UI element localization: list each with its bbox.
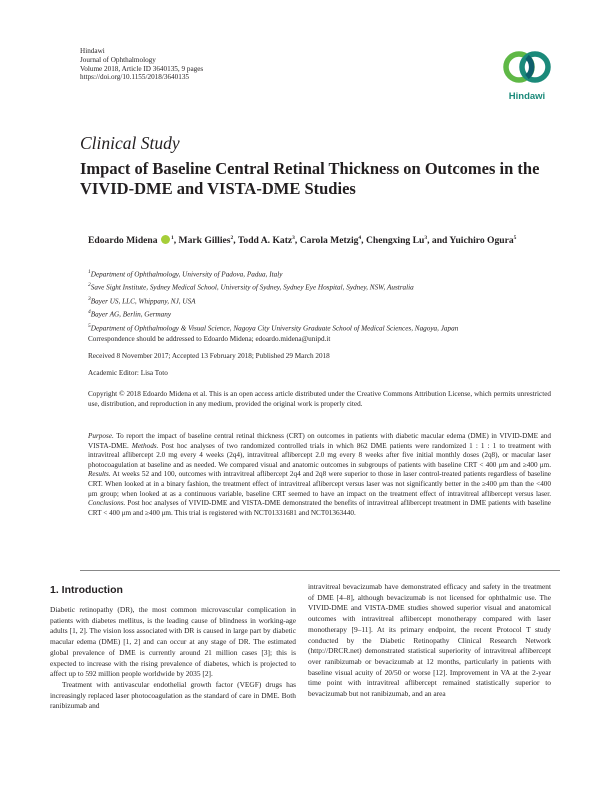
author-name[interactable]: Todd A. Katz xyxy=(237,235,293,247)
orcid-icon[interactable] xyxy=(161,235,170,244)
abstract-text: At weeks 52 and 100, outcomes with intravitreal aflibercept 2q4 and 2q8 were superior to those in laser control-treated patients regardless of baseline CRT. When looked at in a binary fashion, the treatment effect of intravitreal aflibercept versus laser was not significantly better in the ≥400 μm than the <400 μm group; when looked at as a continuous variable, baseline CRT seemed to have an impact on the treatment effect of intravitreal aflibercept versus laser. xyxy=(88,470,551,498)
affiliation-item xyxy=(88,294,548,307)
affiliation-text: Department of Ophthalmology, University of Padova, Padua, Italy xyxy=(90,270,283,279)
affiliation-item xyxy=(88,280,548,293)
logo-wordmark: Hindawi xyxy=(508,91,546,102)
author-name[interactable]: Yuichiro Ogura xyxy=(449,235,514,247)
publication-dates: Received 8 November 2017; Accepted 13 February 2018; Published 29 March 2018 xyxy=(88,352,330,360)
affiliation-text: Bayer AG, Berlin, Germany xyxy=(90,310,172,319)
affiliation-ref: 3 xyxy=(424,235,428,241)
affiliation-text: Save Sight Institute, Sydney Medical School, University of Sydney, Sydney Eye Hospital, Sydney, NSW, Australia xyxy=(90,283,414,292)
affiliation-number: 3 xyxy=(88,295,91,302)
doi-link[interactable]: https://doi.org/10.1155/2018/3640135 xyxy=(80,73,190,82)
abstract-label: Methods. xyxy=(131,441,159,450)
affiliation-item xyxy=(88,267,548,280)
author-name[interactable]: Carola Metzig xyxy=(299,235,359,247)
abstract-text: To report the impact of baseline central retinal thickness (CRT) on outcomes in patients with diabetic macular edema (DME) in VIVID-DME and VISTA-DME. xyxy=(88,432,551,450)
journal-info xyxy=(80,47,203,82)
correspondence: Correspondence should be addressed to Edoardo Midena; edoardo.midena@unipd.it xyxy=(88,335,331,343)
abstract xyxy=(88,432,551,518)
affiliation-number: 2 xyxy=(88,282,91,289)
article-type: Clinical Study xyxy=(80,133,180,153)
abstract-label: Conclusions. xyxy=(88,499,126,508)
journal-name: Journal of Ophthalmology xyxy=(80,55,156,64)
divider xyxy=(80,570,560,571)
affiliation-ref: 2 xyxy=(230,235,234,241)
author-name[interactable]: Edoardo Midena xyxy=(88,235,158,247)
affiliation-number: 1 xyxy=(88,269,91,275)
abstract-label: Results. xyxy=(88,470,111,479)
affiliation-item xyxy=(88,321,548,334)
volume-info: Volume 2018, Article ID 3640135, 9 pages xyxy=(80,64,204,73)
paragraph: Diabetic retinopathy (DR), the most common microvascular complication in patients with diabetes mellitus, is the leading cause of blindness in working-age adults [1, 2]. The vision loss associated with DR is caused in large part by diabetic macular edema (DME) [1, 2] and can occur at any stage of DR. The estimated global prevalence of DME is currently around 21 million cases [3]; this is expected to increase with the rising prevalence of diabetes, which is projected to affect up to 592 million people worldwide by 2035 [2]. xyxy=(50,605,296,679)
affiliation-item xyxy=(88,307,548,320)
affiliation-number: 5 xyxy=(88,322,91,329)
body-column-left xyxy=(50,605,296,712)
author-name[interactable]: Chengxing Lu xyxy=(365,235,425,247)
affiliation-text: Bayer US, LLC, Whippany, NJ, USA xyxy=(90,297,196,306)
affiliation-ref: 5 xyxy=(513,235,517,241)
paragraph: Treatment with antivascular endothelial growth factor (VEGF) drugs has increasingly replaced laser photocoagulation as the standard of care in DME. Both ranibizumab and xyxy=(50,679,296,711)
abstract-label: Purpose. xyxy=(88,432,114,440)
abstract-text: Post hoc analyses of VIVID-DME and VISTA-DME demonstrated the benefits of intravitreal aflibercept treatment in DME patients with baseline CRT < 400 μm and ≥400 μm. This trial is registered with NCT01331681 and NCT01363440. xyxy=(88,499,551,517)
affiliation-ref: 1 xyxy=(170,235,174,241)
section-heading: 1. Introduction xyxy=(50,584,123,596)
affiliation-text: Department of Ophthalmology & Visual Science, Nagoya City University Graduate School of Medical Sciences, Nagoya, Japan xyxy=(90,323,459,332)
abstract-text: Post hoc analyses of two randomized controlled trials in which 862 DME patients were randomized 1 : 1 : 1 to treatment with intravitreal aflibercept 2.0 mg every 4 weeks (2q4), intravitreal aflibercept 2.0 mg every 8 weeks after five initial monthly doses (2q8), or macular laser photocoagulation at baseline and as needed. We compared visual and anatomic outcomes in subgroups of patients with baseline CRT < 400 μm and ≥400 μm. xyxy=(88,441,552,469)
publisher-name: Hindawi xyxy=(80,47,105,55)
affiliation-ref: 3 xyxy=(292,235,295,241)
affiliation-ref: 4 xyxy=(358,235,362,241)
body-column-right xyxy=(308,582,551,700)
article-title: Impact of Baseline Central Retinal Thickness on Outcomes in the VIVID-DME and VISTA-DME Studies xyxy=(80,159,540,198)
author-list: Edoardo Midena $^1$, Mark Gillies$^2$, Todd A. Katz$^3$, Carola Metzig$^4$, Chengxing Lu$^3$, and Yuichiro Ogura$^5$ xyxy=(88,235,517,247)
academic-editor: Academic Editor: Lisa Toto xyxy=(88,369,168,377)
affiliation-number: 4 xyxy=(88,309,91,316)
affiliations xyxy=(88,267,548,334)
paragraph: intravitreal bevacizumab have demonstrated efficacy and safety in the treatment of DME [4–8], although bevacizumab is not licensed for ophthalmic use. The VIVID-DME and VISTA-DME studies showed superior visual and anatomical outcomes with intravitreal aflibercept monotherapy compared with laser monotherapy [9–11]. At its primary endpoint, the recent Protocol T study conducted by the Diabetic Retinopathy Clinical Research Network (http://DRCR.net) demonstrated statistical superiority of intravitreal aflibercept over ranibizumab or bevacizumab at 12 months, particularly in patients with baseline visual acuity of 20/50 or worse [12]. Improvement in VA at the 2-year time point with intravitreal aflibercept remained statistically superior to bevacizumab but not ranibizumab, and an area xyxy=(308,582,551,699)
copyright-notice: Copyright © 2018 Edoardo Midena et al. This is an open access article distributed under the Creative Commons Attribution License, which permits unrestricted use, distribution, and reproduction in any medium, provided the original work is properly cited. xyxy=(88,390,551,408)
author-name[interactable]: Mark Gillies xyxy=(178,235,231,247)
